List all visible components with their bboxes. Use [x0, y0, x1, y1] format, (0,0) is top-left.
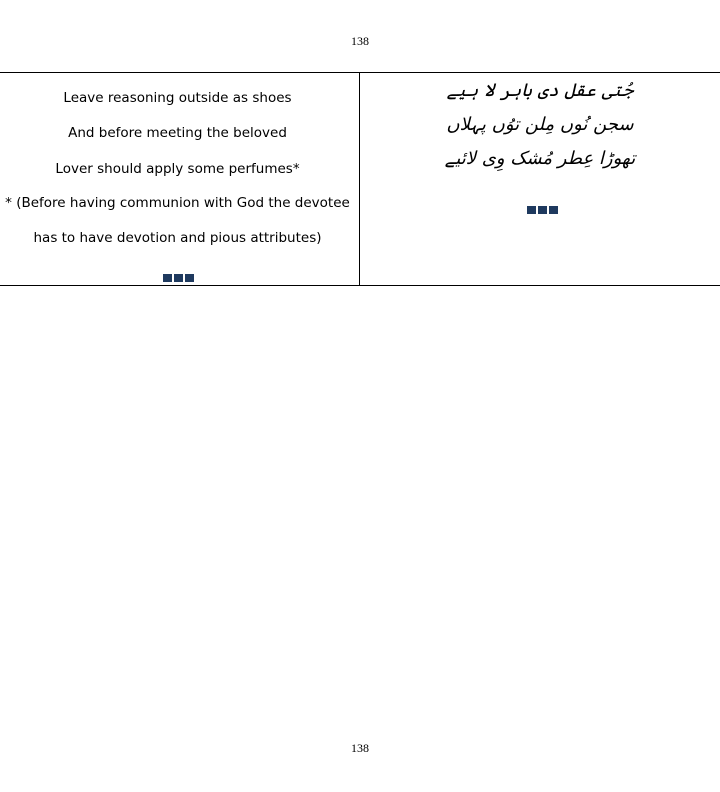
english-line-3: Lover should apply some perfumes*	[55, 161, 300, 177]
ornament-square	[538, 206, 547, 214]
ornament-square	[174, 274, 183, 282]
footnote-line-1: * (Before having communion with God the devotee	[5, 195, 350, 211]
urdu-line-1: جُتی عقل دی باہر لا ہیے	[446, 80, 634, 101]
verse-end-ornament	[163, 274, 194, 282]
english-line-2: And before meeting the beloved	[68, 125, 287, 141]
ornament-square	[527, 206, 536, 214]
page-number-top: 138	[351, 34, 369, 48]
urdu-line-3: تھوڑا عِطر مُشک وِی لائیے	[444, 148, 636, 169]
verse-end-ornament	[527, 206, 558, 214]
ornament-square	[549, 206, 558, 214]
footnote-line-2: has to have devotion and pious attributes)	[33, 230, 322, 246]
verse-table	[0, 72, 720, 286]
urdu-verse-column	[360, 73, 720, 285]
urdu-line-2: سجن نُوں مِلن توُں پہلاں	[446, 114, 634, 135]
english-line-1: Leave reasoning outside as shoes	[63, 90, 292, 106]
ornament-square	[163, 274, 172, 282]
ornament-square	[185, 274, 194, 282]
english-translation-column	[0, 73, 360, 285]
page-number-bottom: 138	[351, 741, 369, 755]
